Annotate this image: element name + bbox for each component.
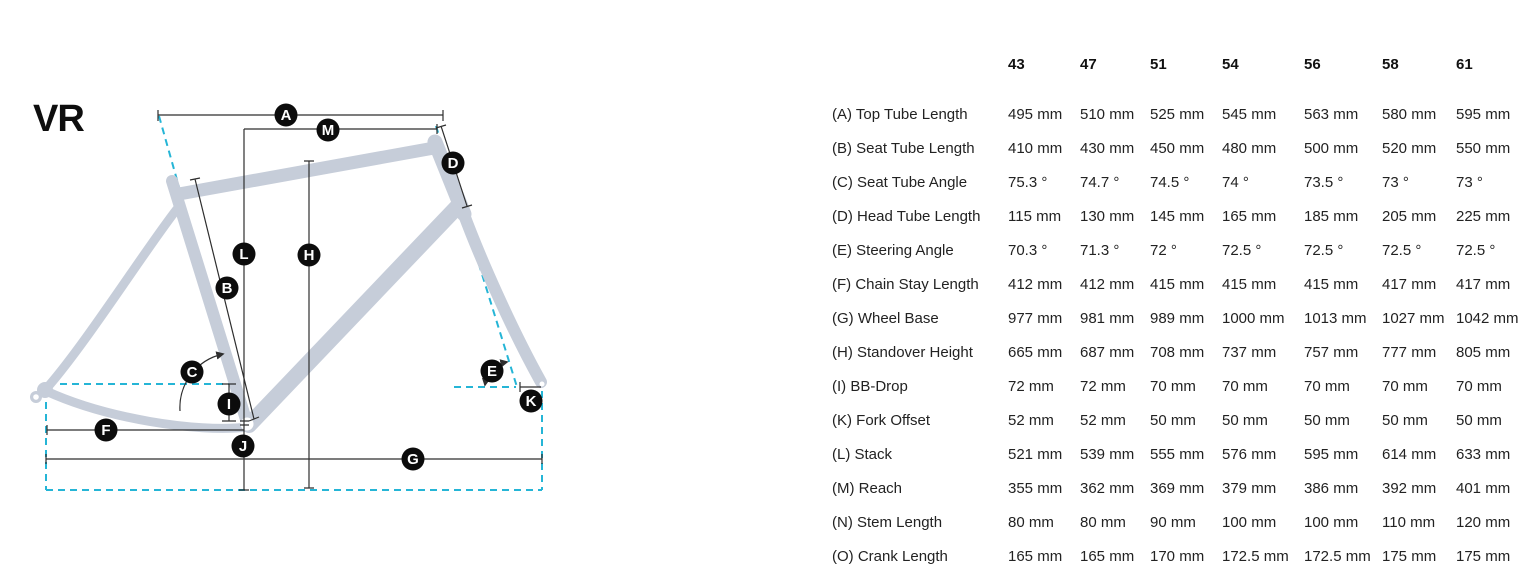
marker-j-label: J — [238, 438, 248, 455]
size-column-header: 47 — [1080, 55, 1097, 73]
cell-value: 175 mm — [1382, 547, 1437, 565]
dimension-line-a — [158, 110, 443, 121]
cell-value: 805 mm — [1456, 343, 1511, 361]
fork-blade — [463, 212, 541, 382]
size-column-header: 51 — [1150, 55, 1167, 73]
cell-value: 1013 mm — [1304, 309, 1367, 327]
cell-value: 450 mm — [1150, 139, 1205, 157]
frame-silhouette — [46, 142, 541, 428]
marker-h-label: H — [303, 247, 315, 264]
cell-value: 74.7 ° — [1080, 173, 1120, 191]
cell-value: 362 mm — [1080, 479, 1135, 497]
cell-value: 379 mm — [1222, 479, 1277, 497]
cell-value: 665 mm — [1008, 343, 1063, 361]
cell-value: 1027 mm — [1382, 309, 1445, 327]
cell-value: 72.5 ° — [1222, 241, 1262, 259]
frame-geometry-diagram — [0, 0, 760, 577]
table-corner-spacer — [832, 47, 1008, 81]
marker-l-label: L — [239, 246, 249, 263]
cell-value: 72.5 ° — [1456, 241, 1496, 259]
row-label: (D) Head Tube Length — [832, 207, 981, 225]
marker-k — [520, 390, 543, 413]
marker-g-label: G — [407, 451, 419, 468]
geometry-table — [832, 47, 1519, 573]
marker-b — [216, 277, 239, 300]
row-label: (K) Fork Offset — [832, 411, 931, 429]
cell-value: 70 mm — [1382, 377, 1428, 395]
cell-value: 50 mm — [1382, 411, 1428, 429]
seat-stay — [46, 209, 177, 389]
marker-f-label: F — [101, 422, 111, 439]
marker-b-label: B — [221, 280, 233, 297]
size-column-header: 61 — [1456, 55, 1473, 73]
cell-value: 80 mm — [1008, 513, 1054, 531]
cell-value: 80 mm — [1080, 513, 1126, 531]
cell-value: 50 mm — [1150, 411, 1196, 429]
cell-value: 614 mm — [1382, 445, 1437, 463]
row-label: (N) Stem Length — [832, 513, 943, 531]
cell-value: 576 mm — [1222, 445, 1277, 463]
cell-value: 145 mm — [1150, 207, 1205, 225]
marker-d-label: D — [447, 155, 459, 172]
marker-d — [442, 152, 465, 175]
cell-value: 545 mm — [1222, 105, 1277, 123]
cell-value: 74 ° — [1222, 173, 1249, 191]
marker-m-label: M — [321, 122, 335, 139]
marker-k-label: K — [525, 393, 537, 410]
marker-l — [233, 243, 256, 266]
rear-axle-hole — [33, 394, 39, 400]
cell-value: 115 mm — [1008, 207, 1062, 225]
cell-value: 510 mm — [1080, 105, 1135, 123]
dimension-line-m — [244, 124, 437, 134]
cell-value: 165 mm — [1008, 547, 1063, 565]
dimension-line-g — [46, 454, 542, 464]
cell-value: 70 mm — [1304, 377, 1350, 395]
cell-value: 595 mm — [1304, 445, 1359, 463]
cell-value: 412 mm — [1008, 275, 1063, 293]
row-label: (O) Crank Length — [832, 547, 948, 565]
dimension-line-h — [304, 161, 314, 488]
cell-value: 90 mm — [1150, 513, 1196, 531]
marker-f — [95, 419, 118, 442]
cell-value: 355 mm — [1008, 479, 1063, 497]
cell-value: 73 ° — [1382, 173, 1409, 191]
letter-markers — [95, 104, 543, 471]
cell-value: 430 mm — [1080, 139, 1135, 157]
cell-value: 70 mm — [1456, 377, 1502, 395]
marker-g — [402, 448, 425, 471]
row-label: (G) Wheel Base — [832, 309, 939, 327]
cell-value: 165 mm — [1222, 207, 1277, 225]
cell-value: 225 mm — [1456, 207, 1511, 225]
cell-value: 72.5 ° — [1382, 241, 1422, 259]
cell-value: 417 mm — [1382, 275, 1437, 293]
cell-value: 72.5 ° — [1304, 241, 1344, 259]
cell-value: 74.5 ° — [1150, 173, 1190, 191]
marker-c — [181, 361, 204, 384]
cell-value: 72 mm — [1008, 377, 1054, 395]
cell-value: 401 mm — [1456, 479, 1511, 497]
cell-value: 50 mm — [1304, 411, 1350, 429]
cell-value: 100 mm — [1304, 513, 1359, 531]
cell-value: 75.3 ° — [1008, 173, 1048, 191]
cell-value: 633 mm — [1456, 445, 1511, 463]
cell-value: 70 mm — [1222, 377, 1268, 395]
cell-value: 539 mm — [1080, 445, 1135, 463]
row-label: (L) Stack — [832, 445, 893, 463]
size-column-header: 56 — [1304, 55, 1321, 73]
cell-value: 687 mm — [1080, 343, 1135, 361]
cell-value: 777 mm — [1382, 343, 1437, 361]
row-label: (M) Reach — [832, 479, 903, 497]
front-axle-hole — [540, 382, 545, 387]
row-label: (C) Seat Tube Angle — [832, 173, 968, 191]
chain-stay — [46, 391, 248, 428]
cell-value: 72 mm — [1080, 377, 1126, 395]
bike-frame-svg — [0, 0, 760, 577]
cell-value: 1042 mm — [1456, 309, 1519, 327]
cell-value: 50 mm — [1222, 411, 1268, 429]
top-tube — [179, 148, 434, 194]
cell-value: 737 mm — [1222, 343, 1277, 361]
cell-value: 417 mm — [1456, 275, 1511, 293]
marker-m — [317, 119, 340, 142]
cell-value: 521 mm — [1008, 445, 1063, 463]
cell-value: 500 mm — [1304, 139, 1359, 157]
cell-value: 172.5 mm — [1304, 547, 1371, 565]
cell-value: 205 mm — [1382, 207, 1437, 225]
cell-value: 495 mm — [1008, 105, 1063, 123]
cell-value: 120 mm — [1456, 513, 1511, 531]
cell-value: 1000 mm — [1222, 309, 1285, 327]
cell-value: 520 mm — [1382, 139, 1437, 157]
cell-value: 50 mm — [1456, 411, 1502, 429]
cell-value: 386 mm — [1304, 479, 1359, 497]
cell-value: 52 mm — [1008, 411, 1054, 429]
cell-value: 52 mm — [1080, 411, 1126, 429]
row-label: (H) Standover Height — [832, 343, 973, 361]
cell-value: 100 mm — [1222, 513, 1277, 531]
cell-value: 580 mm — [1382, 105, 1437, 123]
marker-a-label: A — [280, 107, 292, 124]
marker-e-label: E — [486, 363, 498, 380]
cell-value: 525 mm — [1150, 105, 1205, 123]
cell-value: 989 mm — [1150, 309, 1205, 327]
cell-value: 563 mm — [1304, 105, 1359, 123]
row-label: (E) Steering Angle — [832, 241, 954, 259]
cell-value: 595 mm — [1456, 105, 1511, 123]
marker-c-label: C — [186, 364, 198, 381]
cell-value: 412 mm — [1080, 275, 1135, 293]
row-label: (F) Chain Stay Length — [832, 275, 979, 293]
size-column-header: 58 — [1382, 55, 1399, 73]
marker-h — [298, 244, 321, 267]
cell-value: 172.5 mm — [1222, 547, 1289, 565]
header-gap — [832, 81, 1519, 97]
cell-value: 415 mm — [1222, 275, 1277, 293]
cell-value: 550 mm — [1456, 139, 1511, 157]
cell-value: 70.3 ° — [1008, 241, 1048, 259]
cell-value: 415 mm — [1304, 275, 1359, 293]
marker-i — [218, 393, 241, 416]
page-title: VR — [33, 98, 84, 140]
down-tube — [249, 205, 459, 425]
row-label: (A) Top Tube Length — [832, 105, 968, 123]
size-column-header: 43 — [1008, 55, 1025, 73]
cell-value: 981 mm — [1080, 309, 1135, 327]
size-column-header: 54 — [1222, 55, 1239, 73]
cell-value: 130 mm — [1080, 207, 1135, 225]
cell-value: 392 mm — [1382, 479, 1437, 497]
cell-value: 165 mm — [1080, 547, 1135, 565]
marker-i-label: I — [226, 396, 232, 413]
cell-value: 977 mm — [1008, 309, 1063, 327]
cell-value: 480 mm — [1222, 139, 1277, 157]
cell-value: 73 ° — [1456, 173, 1483, 191]
cell-value: 73.5 ° — [1304, 173, 1344, 191]
cell-value: 175 mm — [1456, 547, 1511, 565]
cell-value: 410 mm — [1008, 139, 1063, 157]
cell-value: 369 mm — [1150, 479, 1205, 497]
cell-value: 170 mm — [1150, 547, 1205, 565]
cell-value: 757 mm — [1304, 343, 1359, 361]
marker-e — [481, 360, 504, 383]
cell-value: 70 mm — [1150, 377, 1196, 395]
cell-value: 72 ° — [1150, 241, 1177, 259]
cell-value: 708 mm — [1150, 343, 1205, 361]
cell-value: 110 mm — [1382, 513, 1436, 531]
cell-value: 415 mm — [1150, 275, 1205, 293]
marker-j — [232, 435, 255, 458]
cell-value: 555 mm — [1150, 445, 1205, 463]
marker-a — [275, 104, 298, 127]
cell-value: 71.3 ° — [1080, 241, 1120, 259]
cell-value: 185 mm — [1304, 207, 1359, 225]
row-label: (B) Seat Tube Length — [832, 139, 975, 157]
row-label: (I) BB-Drop — [832, 377, 908, 395]
